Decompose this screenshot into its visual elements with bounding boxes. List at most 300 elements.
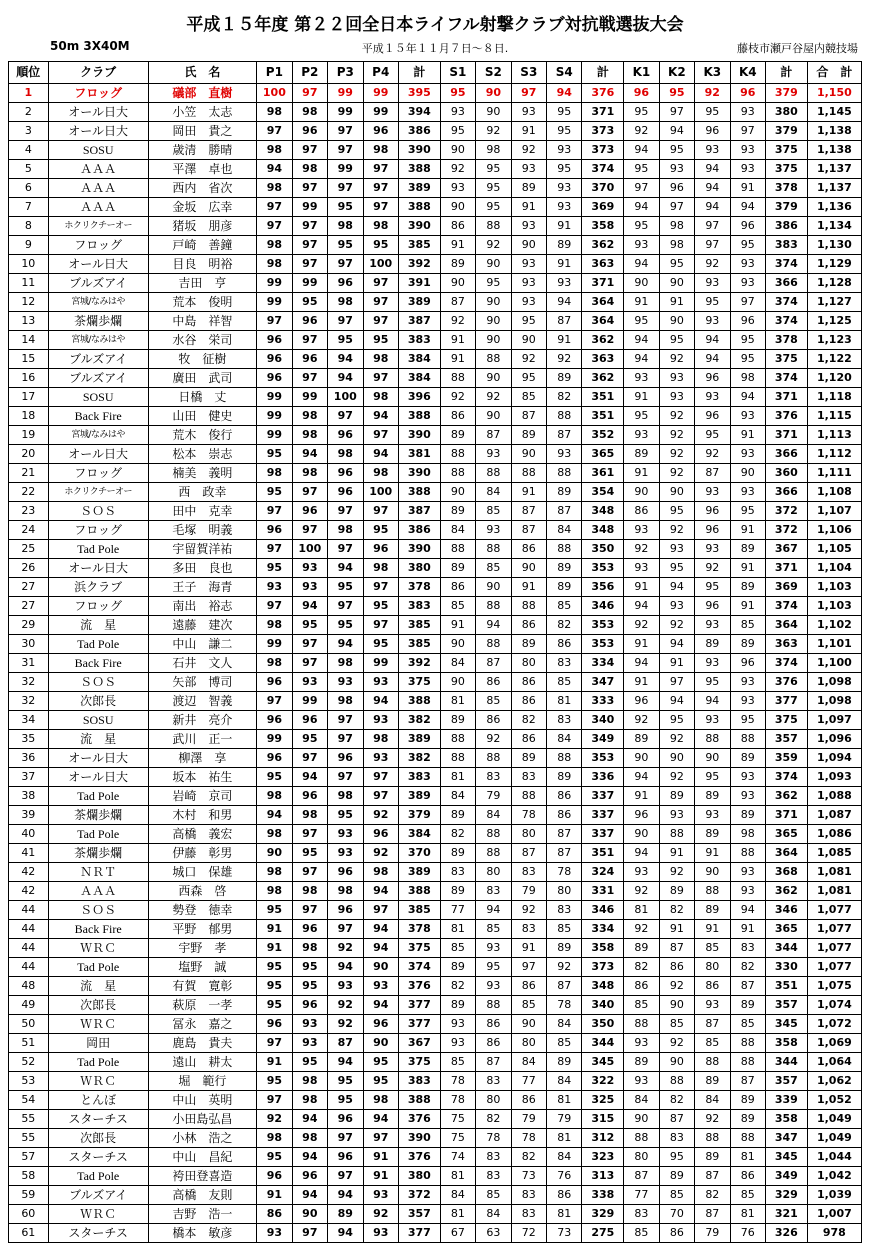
cell-k4: 93 <box>730 274 765 293</box>
cell-p1: 98 <box>257 616 292 635</box>
cell-k4: 93 <box>730 692 765 711</box>
cell-p1: 98 <box>257 179 292 198</box>
cell-p1: 96 <box>257 673 292 692</box>
cell-k2: 98 <box>659 236 694 255</box>
cell-p2: 98 <box>292 939 327 958</box>
cell-name: 吉田 亨 <box>148 274 256 293</box>
cell-club: 茶爛歩爛 <box>48 806 148 825</box>
cell-k2: 95 <box>659 255 694 274</box>
cell-p4: 95 <box>363 236 398 255</box>
cell-total: 1,097 <box>807 711 861 730</box>
cell-p1: 99 <box>257 730 292 749</box>
cell-p2: 94 <box>292 1110 327 1129</box>
cell-k2: 89 <box>659 787 694 806</box>
cell-club: ＷＲＣ <box>48 1072 148 1091</box>
cell-p2: 96 <box>292 711 327 730</box>
cell-p4: 92 <box>363 806 398 825</box>
cell-p3: 89 <box>328 1205 363 1224</box>
cell-kneeling-sum: 375 <box>766 350 808 369</box>
cell-standing-sum: 323 <box>582 1148 624 1167</box>
cell-prone-sum: 380 <box>398 1167 440 1186</box>
cell-standing-sum: 371 <box>582 274 624 293</box>
cell-p1: 91 <box>257 920 292 939</box>
cell-kneeling-sum: 371 <box>766 388 808 407</box>
cell-k3: 92 <box>695 84 730 103</box>
table-row <box>9 369 862 388</box>
cell-s3: 83 <box>511 768 546 787</box>
cell-kneeling-sum: 386 <box>766 217 808 236</box>
cell-kneeling-sum: 345 <box>766 1148 808 1167</box>
cell-kneeling-sum: 360 <box>766 464 808 483</box>
cell-name: 金坂 広幸 <box>148 198 256 217</box>
cell-k3: 87 <box>695 1205 730 1224</box>
cell-p4: 91 <box>363 1167 398 1186</box>
cell-s2: 86 <box>476 1034 511 1053</box>
cell-rank: 21 <box>9 464 49 483</box>
cell-prone-sum: 375 <box>398 1053 440 1072</box>
cell-rank: 23 <box>9 502 49 521</box>
cell-p2: 98 <box>292 160 327 179</box>
cell-s1: 89 <box>440 559 475 578</box>
cell-p1: 96 <box>257 350 292 369</box>
cell-p1: 98 <box>257 654 292 673</box>
cell-total: 1,007 <box>807 1205 861 1224</box>
event-discipline: 50m 3X40M <box>50 39 130 53</box>
cell-k3: 95 <box>695 293 730 312</box>
cell-total: 1,103 <box>807 597 861 616</box>
cell-standing-sum: 340 <box>582 996 624 1015</box>
cell-p3: 97 <box>328 1129 363 1148</box>
cell-kneeling-sum: 346 <box>766 901 808 920</box>
cell-total: 1,096 <box>807 730 861 749</box>
cell-s2: 85 <box>476 559 511 578</box>
cell-club: ＡＡＡ <box>48 198 148 217</box>
cell-rank: 10 <box>9 255 49 274</box>
cell-prone-sum: 367 <box>398 1034 440 1053</box>
cell-total: 1,086 <box>807 825 861 844</box>
cell-k3: 93 <box>695 274 730 293</box>
cell-s1: 93 <box>440 179 475 198</box>
cell-p4: 97 <box>363 198 398 217</box>
cell-kneeling-sum: 326 <box>766 1224 808 1243</box>
cell-rank: 48 <box>9 977 49 996</box>
cell-kneeling-sum: 358 <box>766 1110 808 1129</box>
cell-s2: 90 <box>476 331 511 350</box>
cell-s2: 90 <box>476 293 511 312</box>
cell-p3: 97 <box>328 768 363 787</box>
cell-p4: 99 <box>363 103 398 122</box>
cell-s3: 86 <box>511 540 546 559</box>
cell-k3: 87 <box>695 1167 730 1186</box>
cell-name: 鹿島 貴夫 <box>148 1034 256 1053</box>
cell-k1: 93 <box>624 426 659 445</box>
cell-s2: 85 <box>476 502 511 521</box>
cell-standing-sum: 356 <box>582 578 624 597</box>
cell-k4: 95 <box>730 331 765 350</box>
table-row <box>9 1224 862 1243</box>
cell-s3: 90 <box>511 236 546 255</box>
cell-club: スターチス <box>48 1224 148 1243</box>
cell-p2: 96 <box>292 122 327 141</box>
cell-s2: 78 <box>476 1129 511 1148</box>
cell-kneeling-sum: 365 <box>766 920 808 939</box>
cell-p3: 98 <box>328 445 363 464</box>
cell-k4: 89 <box>730 1091 765 1110</box>
cell-s1: 92 <box>440 312 475 331</box>
cell-k2: 88 <box>659 1072 694 1091</box>
cell-club: ＳＯＳ <box>48 673 148 692</box>
cell-s4: 85 <box>547 673 582 692</box>
cell-p4: 100 <box>363 255 398 274</box>
cell-k4: 87 <box>730 1072 765 1091</box>
cell-s4: 85 <box>547 1034 582 1053</box>
cell-s4: 88 <box>547 464 582 483</box>
cell-s1: 95 <box>440 122 475 141</box>
cell-k4: 91 <box>730 179 765 198</box>
cell-s3: 83 <box>511 863 546 882</box>
cell-club: 流 星 <box>48 977 148 996</box>
cell-k4: 83 <box>730 939 765 958</box>
cell-k3: 88 <box>695 882 730 901</box>
cell-k4: 91 <box>730 426 765 445</box>
cell-k4: 85 <box>730 616 765 635</box>
cell-name: 日橋 丈 <box>148 388 256 407</box>
cell-rank: 44 <box>9 920 49 939</box>
cell-p1: 98 <box>257 255 292 274</box>
table-row <box>9 198 862 217</box>
cell-k3: 85 <box>695 1034 730 1053</box>
cell-total: 1,137 <box>807 160 861 179</box>
cell-k3: 93 <box>695 483 730 502</box>
cell-s4: 87 <box>547 426 582 445</box>
cell-kneeling-sum: 366 <box>766 445 808 464</box>
cell-kneeling-sum: 383 <box>766 236 808 255</box>
cell-name: 山田 健史 <box>148 407 256 426</box>
cell-p2: 100 <box>292 540 327 559</box>
cell-k1: 85 <box>624 1224 659 1243</box>
cell-kneeling-sum: 372 <box>766 502 808 521</box>
cell-name: 石井 文人 <box>148 654 256 673</box>
cell-total: 1,122 <box>807 350 861 369</box>
cell-standing-sum: 347 <box>582 673 624 692</box>
cell-s4: 91 <box>547 331 582 350</box>
table-row <box>9 445 862 464</box>
cell-p1: 99 <box>257 426 292 445</box>
cell-standing-sum: 331 <box>582 882 624 901</box>
cell-club: オール日大 <box>48 122 148 141</box>
cell-k4: 85 <box>730 1015 765 1034</box>
cell-k1: 89 <box>624 939 659 958</box>
cell-s4: 86 <box>547 635 582 654</box>
cell-p1: 95 <box>257 1148 292 1167</box>
cell-k1: 91 <box>624 635 659 654</box>
cell-prone-sum: 390 <box>398 1129 440 1148</box>
cell-p4: 93 <box>363 1224 398 1243</box>
cell-s2: 93 <box>476 977 511 996</box>
cell-rank: 44 <box>9 939 49 958</box>
cell-total: 1,150 <box>807 84 861 103</box>
cell-k1: 92 <box>624 122 659 141</box>
cell-p4: 90 <box>363 1034 398 1053</box>
cell-total: 1,128 <box>807 274 861 293</box>
cell-prone-sum: 378 <box>398 920 440 939</box>
table-header-row <box>9 62 862 84</box>
cell-s3: 85 <box>511 388 546 407</box>
cell-name: 渡辺 智義 <box>148 692 256 711</box>
cell-s3: 78 <box>511 806 546 825</box>
cell-s3: 83 <box>511 1186 546 1205</box>
cell-prone-sum: 384 <box>398 825 440 844</box>
cell-kneeling-sum: 329 <box>766 1186 808 1205</box>
cell-name: 水谷 栄司 <box>148 331 256 350</box>
results-table <box>8 61 862 1243</box>
cell-p4: 94 <box>363 692 398 711</box>
cell-standing-sum: 329 <box>582 1205 624 1224</box>
cell-k4: 98 <box>730 825 765 844</box>
cell-name: 西 政幸 <box>148 483 256 502</box>
table-row <box>9 122 862 141</box>
cell-s2: 92 <box>476 388 511 407</box>
cell-k1: 94 <box>624 141 659 160</box>
cell-kneeling-sum: 351 <box>766 977 808 996</box>
cell-s1: 87 <box>440 293 475 312</box>
cell-name: 目良 明裕 <box>148 255 256 274</box>
cell-p2: 97 <box>292 217 327 236</box>
cell-p2: 96 <box>292 350 327 369</box>
cell-standing-sum: 351 <box>582 844 624 863</box>
cell-s1: 86 <box>440 407 475 426</box>
cell-p1: 95 <box>257 1072 292 1091</box>
cell-total: 1,049 <box>807 1110 861 1129</box>
cell-standing-sum: 354 <box>582 483 624 502</box>
cell-s2: 95 <box>476 160 511 179</box>
cell-p2: 97 <box>292 331 327 350</box>
cell-p4: 100 <box>363 483 398 502</box>
cell-p4: 96 <box>363 540 398 559</box>
cell-k3: 96 <box>695 369 730 388</box>
cell-k2: 92 <box>659 863 694 882</box>
col-prone-sum: 計 <box>398 62 440 84</box>
cell-p1: 99 <box>257 388 292 407</box>
cell-standing-sum: 337 <box>582 787 624 806</box>
cell-p4: 98 <box>363 388 398 407</box>
cell-k1: 94 <box>624 597 659 616</box>
cell-name: 高橋 義宏 <box>148 825 256 844</box>
cell-club: オール日大 <box>48 445 148 464</box>
cell-p4: 97 <box>363 502 398 521</box>
cell-s3: 87 <box>511 407 546 426</box>
cell-k2: 93 <box>659 806 694 825</box>
cell-s4: 88 <box>547 407 582 426</box>
cell-p2: 98 <box>292 1072 327 1091</box>
cell-s4: 89 <box>547 236 582 255</box>
table-row <box>9 654 862 673</box>
cell-p1: 97 <box>257 540 292 559</box>
cell-s4: 83 <box>547 711 582 730</box>
cell-k3: 92 <box>695 445 730 464</box>
table-row <box>9 274 862 293</box>
cell-prone-sum: 387 <box>398 502 440 521</box>
cell-club: Tad Pole <box>48 635 148 654</box>
cell-k2: 92 <box>659 616 694 635</box>
cell-s1: 77 <box>440 901 475 920</box>
cell-standing-sum: 371 <box>582 103 624 122</box>
cell-p3: 94 <box>328 635 363 654</box>
cell-k3: 88 <box>695 1129 730 1148</box>
cell-standing-sum: 313 <box>582 1167 624 1186</box>
cell-k4: 93 <box>730 445 765 464</box>
cell-k1: 91 <box>624 293 659 312</box>
cell-standing-sum: 340 <box>582 711 624 730</box>
cell-p1: 94 <box>257 806 292 825</box>
cell-s1: 90 <box>440 673 475 692</box>
cell-k3: 88 <box>695 730 730 749</box>
cell-k4: 93 <box>730 882 765 901</box>
cell-rank: 8 <box>9 217 49 236</box>
cell-club: 茶爛歩爛 <box>48 312 148 331</box>
cell-standing-sum: 336 <box>582 768 624 787</box>
cell-k2: 91 <box>659 293 694 312</box>
cell-standing-sum: 374 <box>582 160 624 179</box>
cell-prone-sum: 388 <box>398 882 440 901</box>
cell-s4: 81 <box>547 692 582 711</box>
page-title: 平成１５年度 第２２回全日本ライフル射撃クラブ対抗戦選抜大会 <box>186 15 684 35</box>
cell-prone-sum: 385 <box>398 616 440 635</box>
cell-name: 宇留賀洋祐 <box>148 540 256 559</box>
cell-p4: 93 <box>363 749 398 768</box>
cell-s4: 89 <box>547 768 582 787</box>
table-row <box>9 350 862 369</box>
table-row <box>9 1015 862 1034</box>
cell-club: Tad Pole <box>48 787 148 806</box>
cell-p2: 98 <box>292 882 327 901</box>
col-name: 氏 名 <box>148 62 256 84</box>
table-row <box>9 1129 862 1148</box>
cell-prone-sum: 376 <box>398 1110 440 1129</box>
cell-total: 1,106 <box>807 521 861 540</box>
cell-total: 1,113 <box>807 426 861 445</box>
cell-s2: 86 <box>476 711 511 730</box>
cell-name: 岩崎 京司 <box>148 787 256 806</box>
cell-p3: 96 <box>328 1110 363 1129</box>
cell-k3: 87 <box>695 464 730 483</box>
cell-standing-sum: 334 <box>582 654 624 673</box>
cell-rank: 58 <box>9 1167 49 1186</box>
cell-s1: 86 <box>440 217 475 236</box>
cell-p4: 95 <box>363 331 398 350</box>
cell-rank: 55 <box>9 1110 49 1129</box>
cell-s4: 79 <box>547 1110 582 1129</box>
cell-k2: 93 <box>659 369 694 388</box>
table-row <box>9 1091 862 1110</box>
cell-s1: 92 <box>440 388 475 407</box>
cell-s4: 93 <box>547 445 582 464</box>
cell-name: 廣田 武司 <box>148 369 256 388</box>
cell-p1: 98 <box>257 464 292 483</box>
cell-rank: 7 <box>9 198 49 217</box>
cell-k4: 87 <box>730 977 765 996</box>
cell-total: 1,077 <box>807 958 861 977</box>
cell-s4: 89 <box>547 559 582 578</box>
table-row <box>9 901 862 920</box>
cell-kneeling-sum: 379 <box>766 84 808 103</box>
cell-k1: 93 <box>624 521 659 540</box>
cell-k3: 79 <box>695 1224 730 1243</box>
cell-p1: 96 <box>257 1167 292 1186</box>
cell-club: ＷＲＣ <box>48 1015 148 1034</box>
cell-rank: 55 <box>9 1129 49 1148</box>
table-row <box>9 996 862 1015</box>
table-row <box>9 141 862 160</box>
cell-p1: 91 <box>257 1053 292 1072</box>
cell-s3: 88 <box>511 787 546 806</box>
cell-s2: 92 <box>476 236 511 255</box>
table-row <box>9 825 862 844</box>
cell-p3: 94 <box>328 958 363 977</box>
cell-k3: 95 <box>695 103 730 122</box>
cell-s4: 87 <box>547 977 582 996</box>
cell-prone-sum: 388 <box>398 1091 440 1110</box>
cell-s1: 89 <box>440 426 475 445</box>
cell-p3: 94 <box>328 1186 363 1205</box>
cell-p2: 97 <box>292 255 327 274</box>
cell-s2: 90 <box>476 103 511 122</box>
cell-k2: 92 <box>659 977 694 996</box>
cell-k2: 86 <box>659 958 694 977</box>
cell-p3: 96 <box>328 901 363 920</box>
cell-s2: 90 <box>476 407 511 426</box>
cell-prone-sum: 388 <box>398 407 440 426</box>
cell-name: 田中 克幸 <box>148 502 256 521</box>
cell-k4: 95 <box>730 502 765 521</box>
cell-total: 1,081 <box>807 882 861 901</box>
cell-s2: 83 <box>476 1072 511 1091</box>
table-row <box>9 1110 862 1129</box>
cell-s3: 87 <box>511 844 546 863</box>
cell-p2: 97 <box>292 84 327 103</box>
cell-s1: 91 <box>440 236 475 255</box>
cell-s4: 85 <box>547 597 582 616</box>
cell-p3: 93 <box>328 825 363 844</box>
col-s1: S1 <box>440 62 475 84</box>
table-row <box>9 711 862 730</box>
cell-rank: 34 <box>9 711 49 730</box>
cell-k3: 95 <box>695 768 730 787</box>
cell-s1: 84 <box>440 1186 475 1205</box>
cell-rank: 12 <box>9 293 49 312</box>
table-row <box>9 597 862 616</box>
cell-p4: 93 <box>363 673 398 692</box>
cell-k3: 89 <box>695 825 730 844</box>
cell-kneeling-sum: 362 <box>766 787 808 806</box>
cell-s2: 95 <box>476 179 511 198</box>
cell-p2: 95 <box>292 730 327 749</box>
cell-club: 宮城/なみはや <box>48 293 148 312</box>
cell-p1: 97 <box>257 1091 292 1110</box>
cell-p4: 94 <box>363 939 398 958</box>
cell-s4: 81 <box>547 1205 582 1224</box>
cell-k4: 88 <box>730 1034 765 1053</box>
cell-k4: 93 <box>730 863 765 882</box>
cell-name: 小笠 太志 <box>148 103 256 122</box>
cell-s2: 90 <box>476 312 511 331</box>
cell-p2: 97 <box>292 179 327 198</box>
cell-rank: 36 <box>9 749 49 768</box>
cell-club: Tad Pole <box>48 1053 148 1072</box>
cell-p3: 97 <box>328 1167 363 1186</box>
cell-k1: 89 <box>624 730 659 749</box>
cell-p2: 93 <box>292 673 327 692</box>
